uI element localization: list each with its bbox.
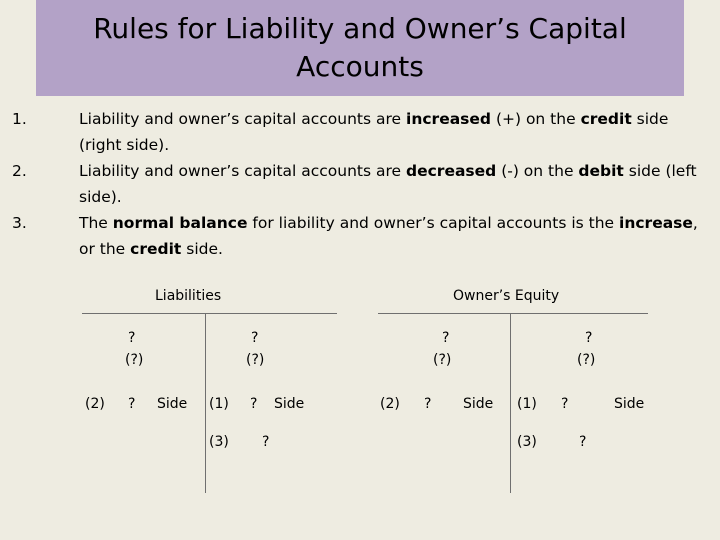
- t-account-top-line: [378, 313, 648, 314]
- credit-side-label: Side: [274, 396, 305, 412]
- rule-number: 1.: [12, 110, 27, 128]
- rule-text: The: [79, 214, 113, 232]
- rule-text: (+) on the: [491, 110, 581, 128]
- rule-emphasis: credit: [130, 240, 182, 258]
- slide-title: [93, 10, 627, 86]
- slide-title-line-1: Rules for Liability and Owner’s Capital: [93, 12, 627, 45]
- rule-emphasis: debit: [578, 162, 624, 180]
- t-account-title: Owner’s Equity: [453, 288, 560, 304]
- credit-heading-symbol: ?: [585, 330, 593, 346]
- rule-text: , or the: [79, 214, 698, 258]
- credit-entry-mark: ?: [579, 434, 587, 450]
- rule-text: side (right side).: [79, 110, 669, 154]
- credit-heading-symbol: ?: [251, 330, 259, 346]
- rule-emphasis: increased: [406, 110, 492, 128]
- credit-entry-label: (1): [517, 396, 537, 412]
- debit-heading-symbol: ?: [128, 330, 136, 346]
- credit-entry-mark: ?: [250, 396, 258, 412]
- credit-entry-mark: ?: [262, 434, 270, 450]
- debit-side-label: Side: [157, 396, 188, 412]
- rule-text: Liability and owner’s capital accounts are: [79, 162, 407, 180]
- rule-emphasis: decreased: [406, 162, 497, 180]
- debit-entry-label: (2): [85, 396, 105, 412]
- debit-heading-symbol: ?: [442, 330, 450, 346]
- rule-emphasis: increase: [619, 214, 693, 232]
- credit-entry-label: (3): [517, 434, 537, 450]
- rules-list: [0, 106, 700, 262]
- debit-entry-mark: ?: [424, 396, 432, 412]
- rule-1: [0, 106, 700, 158]
- t-account-center-line: [205, 313, 206, 493]
- credit-heading-sign: (?): [577, 352, 596, 368]
- debit-heading-sign: (?): [433, 352, 452, 368]
- rule-emphasis: credit: [580, 110, 632, 128]
- credit-entry-label: (1): [209, 396, 229, 412]
- rule-emphasis: normal balance: [112, 214, 248, 232]
- slide-title-line-2: Accounts: [296, 50, 424, 83]
- rule-text: Liability and owner’s capital accounts are: [79, 110, 407, 128]
- t-account-top-line: [82, 313, 337, 314]
- debit-entry-mark: ?: [128, 396, 136, 412]
- rule-text: (-) on the: [496, 162, 579, 180]
- rule-text: side (left side).: [79, 162, 697, 206]
- rule-text: for liability and owner’s capital accounts is the: [247, 214, 620, 232]
- debit-side-label: Side: [463, 396, 494, 412]
- t-account-center-line: [510, 313, 511, 493]
- credit-entry-label: (3): [209, 434, 229, 450]
- t-account-title: Liabilities: [155, 288, 222, 304]
- debit-heading-sign: (?): [125, 352, 144, 368]
- debit-entry-label: (2): [380, 396, 400, 412]
- rule-number: 2.: [12, 162, 27, 180]
- rule-2: [0, 158, 700, 210]
- credit-entry-mark: ?: [561, 396, 569, 412]
- rule-number: 3.: [12, 214, 27, 232]
- rule-3: [0, 210, 700, 262]
- rule-text: side.: [181, 240, 223, 258]
- title-banner: [36, 0, 684, 96]
- credit-side-label: Side: [614, 396, 645, 412]
- credit-heading-sign: (?): [246, 352, 265, 368]
